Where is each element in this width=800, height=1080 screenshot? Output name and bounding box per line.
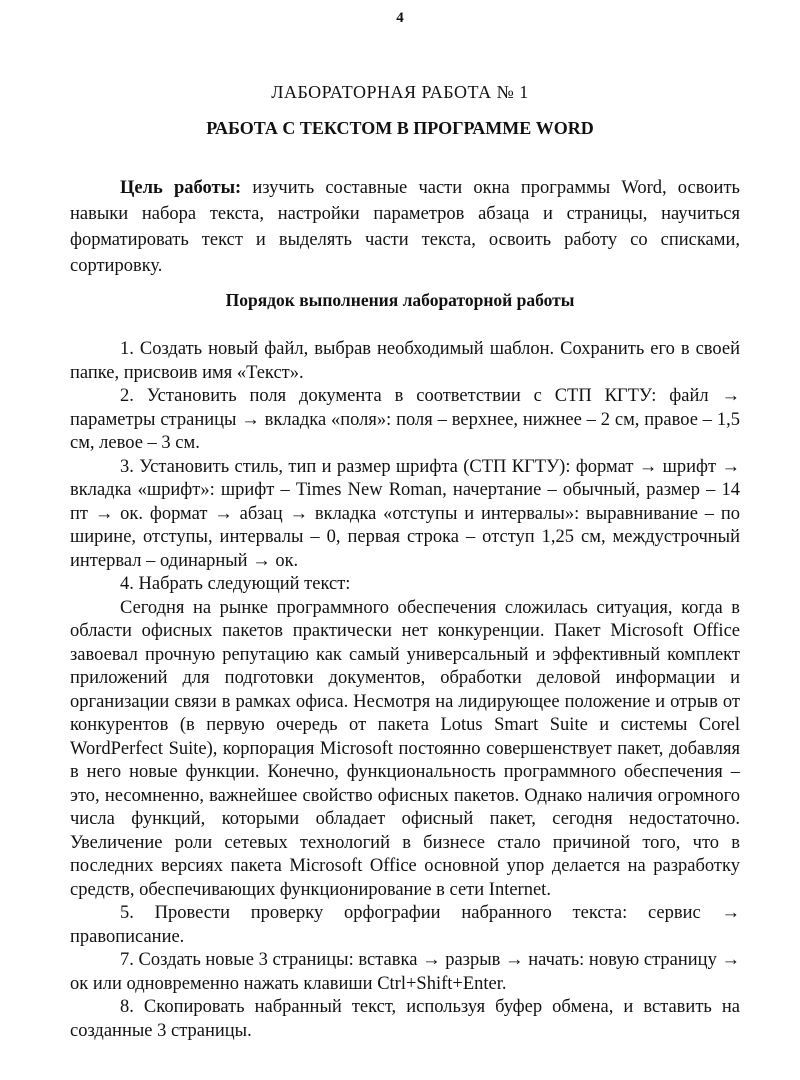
step-3-paragraph: 3. Установить стиль, тип и размер шрифта (СТП КГТУ): формат → шрифт → вкладка «шрифт»: шрифт – Times New Roman, начертание – обычный, размер – 14 пт → ок. формат → абзац → вкладка «отступы и интервалы»: выравнивание – по ширине, отступы, интервалы – 0, первая строка – отступ 1,25 см, междустрочный интервал – одинарный → ок. — [70, 456, 740, 571]
procedure-body — [70, 338, 740, 1043]
procedure-heading: Порядок выполнения лабораторной работы — [225, 290, 575, 310]
lab-title: ЛАБОРАТОРНАЯ РАБОТА № 1 — [271, 82, 529, 102]
goal-text: изучить составные части окна программы Word, освоить навыки набора текста, настройки параметров абзаца и страницы, научиться форматировать текст и выделять части текста, освоить работу со списками, сортировку. — [70, 178, 740, 276]
step-7-paragraph: 7. Создать новые 3 страницы: вставка → разрыв → начать: новую страницу → ок или одновременно нажать клавиши Ctrl+Shift+Enter. — [70, 950, 740, 994]
goal-label: Цель работы: — [120, 178, 242, 198]
sample-text-paragraph: Сегодня на рынке программного обеспечения сложилась ситуация, когда в области офисных пакетов практически нет конкуренции. Пакет Microsoft Office завоевал прочную репутацию как самый универсальный и эффективный комплект приложений для подготовки документов, обработки деловой информации и организации связи в рамках офиса. Несмотря на лидирующее положение и отрыв от конкурентов (в первую очередь от пакета Lotus Smart Suite и системы Corel WordPerfect Suite), корпорация Microsoft постоянно совершенствует пакет, добавляя в него новые функции. Конечно, функциональность программного обеспечения – это, несомненно, важнейшее свойство офисных пакетов. Однако наличия огромного числа функций, которыми обладает офисный пакет, сегодня недостаточно. Увеличение роли сетевых технологий в бизнесе стало причиной того, что в последних версиях пакета Microsoft Office основной упор делается на разработку средств, обеспечивающих функционирование в сети Internet. — [70, 597, 740, 900]
step-2-paragraph: 2. Установить поля документа в соответствии с СТП КГТУ: файл → параметры страницы → вкладка «поля»: поля – верхнее, нижнее – 2 см, правое – 1,5 см, левое – 3 см. — [70, 386, 740, 453]
step-5-paragraph: 5. Провести проверку орфографии набранного текста: сервис → правописание. — [70, 903, 740, 947]
step-1-paragraph: 1. Создать новый файл, выбрав необходимый шаблон. Сохранить его в своей папке, присвоив имя «Текст». — [70, 339, 740, 383]
step-4-paragraph: 4. Набрать следующий текст: — [120, 574, 351, 594]
step-8-paragraph: 8. Скопировать набранный текст, используя буфер обмена, и вставить на созданные 3 страницы. — [70, 997, 740, 1041]
work-title: РАБОТА С ТЕКСТОМ В ПРОГРАММЕ WORD — [206, 118, 594, 138]
goal-paragraph — [70, 175, 740, 279]
page-number: 4 — [396, 10, 404, 26]
